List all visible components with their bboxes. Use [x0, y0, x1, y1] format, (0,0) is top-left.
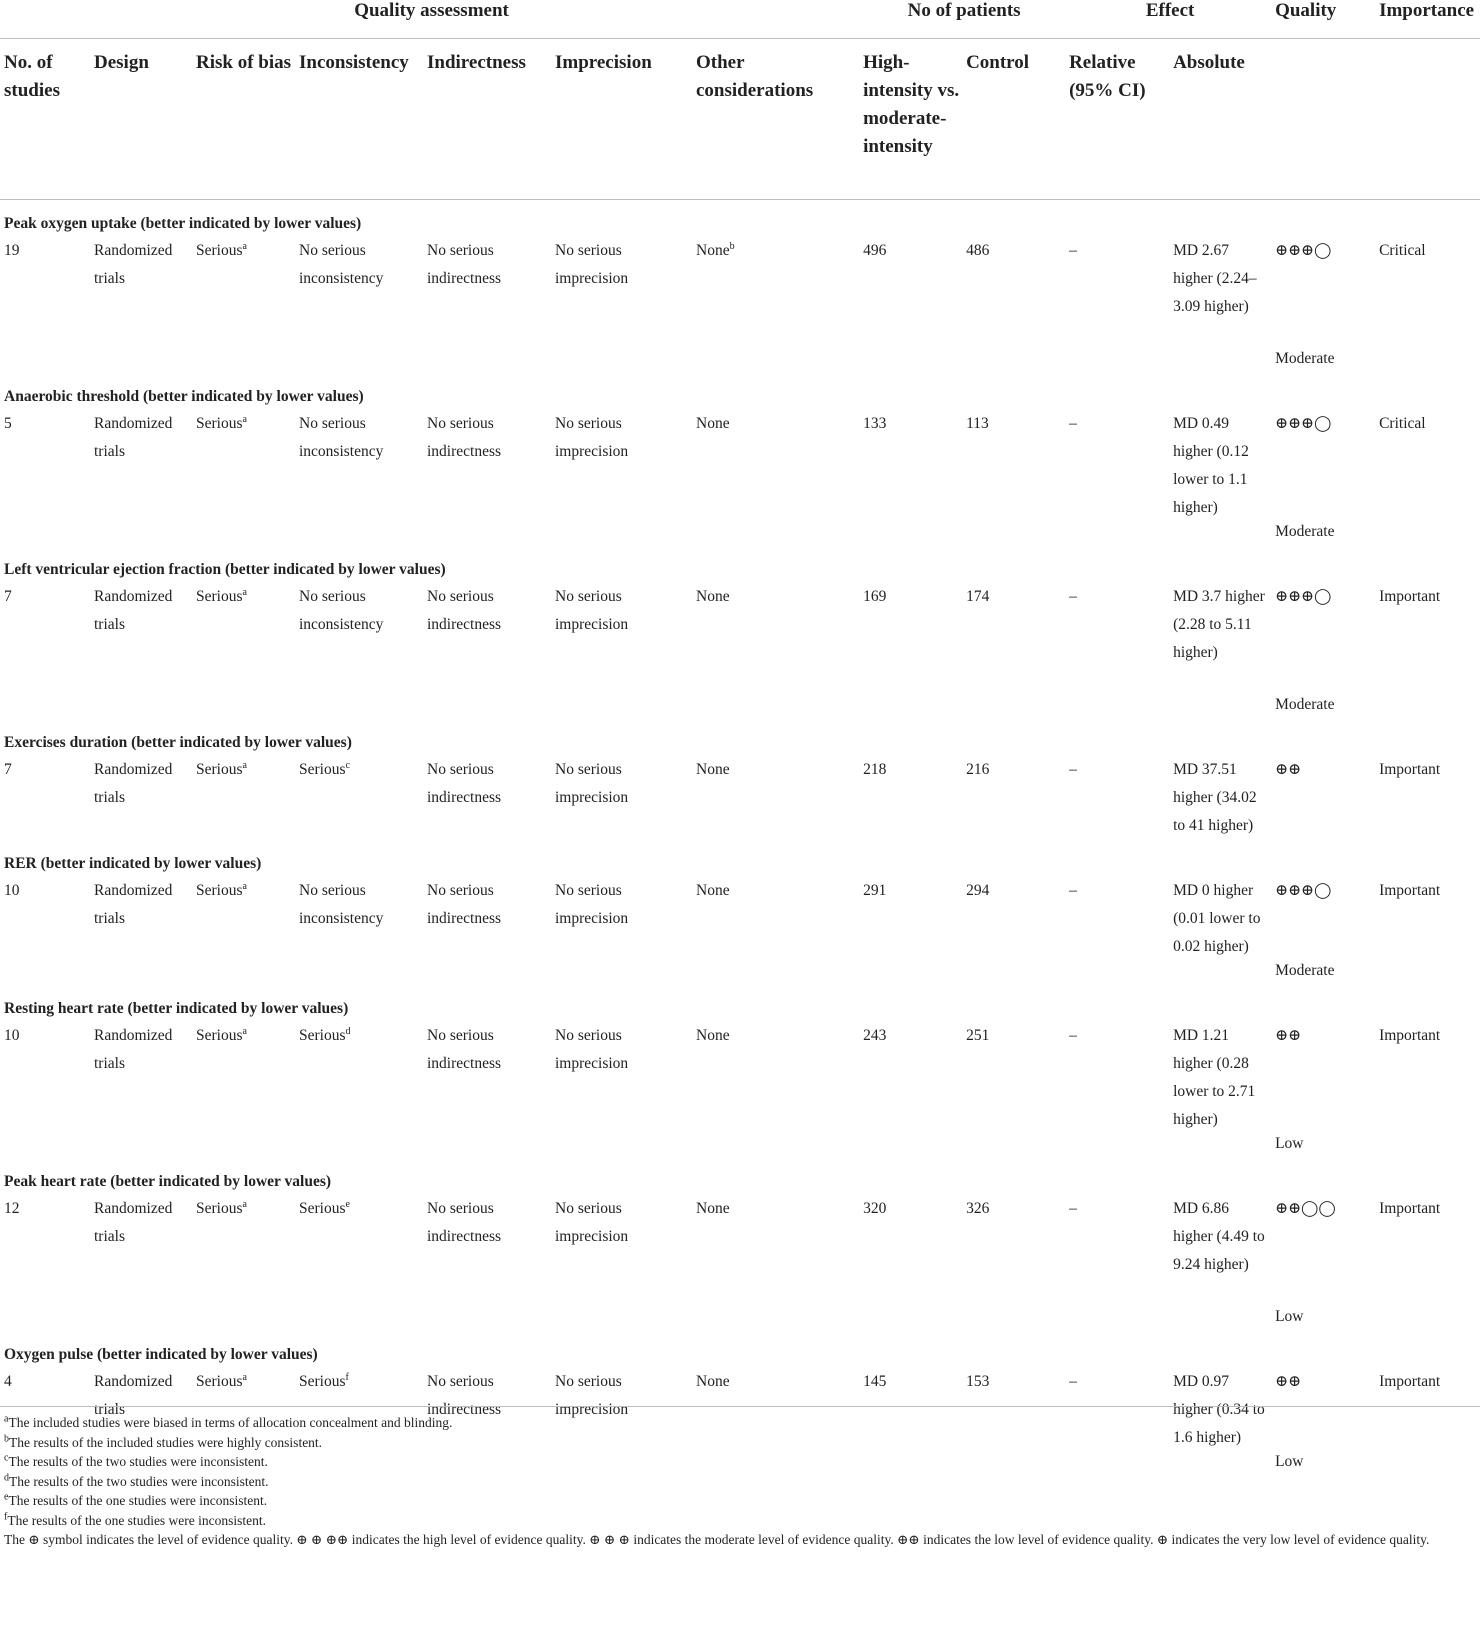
cell-quality: [1271, 753, 1375, 840]
cell-relative: –: [1069, 1373, 1077, 1390]
cell-design: Randomized trials: [94, 1200, 173, 1245]
cell-importance: Important: [1379, 761, 1441, 778]
cell-other: None: [696, 1200, 730, 1217]
cell-relative: –: [1069, 242, 1077, 259]
cell-quality: [1271, 1192, 1375, 1331]
cell-imprecision: No serious imprecision: [555, 1200, 629, 1245]
cell-high: 243: [863, 1027, 887, 1044]
table-row: [0, 874, 1480, 985]
group-quality-assessment: Quality assessment: [0, 0, 859, 39]
cell-other: None: [696, 882, 730, 899]
section-title-row: [0, 719, 1480, 753]
cell-risk: Serious$^a$: [196, 880, 247, 899]
quality-label: Moderate: [1275, 696, 1335, 713]
cell-studies: 12: [4, 1200, 20, 1217]
cell-studies: 19: [4, 242, 20, 259]
cell-studies: 10: [4, 1027, 20, 1044]
section-title: Anaerobic threshold (better indicated by lower values): [4, 388, 364, 405]
footnote-mark: a: [242, 1025, 247, 1037]
cell-quality: [1271, 1019, 1375, 1158]
section-title: RER (better indicated by lower values): [4, 855, 262, 872]
cell-other: None: [696, 1373, 730, 1390]
cell-importance: Critical: [1379, 415, 1426, 432]
cell-indirectness: No serious indirectness: [427, 588, 502, 633]
table-row: [0, 407, 1480, 546]
cell-control: 216: [966, 761, 990, 778]
cell-inconsistency: Serious$^e$: [299, 1198, 350, 1217]
section-title: Peak heart rate (better indicated by lower values): [4, 1173, 332, 1190]
footnote-mark: c: [345, 759, 350, 771]
group-importance: Importance: [1375, 0, 1480, 39]
cell-design: Randomized trials: [94, 588, 173, 633]
cell-absolute: MD 37.51 higher (34.02 to 41 higher): [1173, 761, 1257, 834]
quality-symbols: ⊕⊕⊕◯: [1275, 242, 1332, 259]
group-no-of-patients: No of patients: [859, 0, 1065, 39]
cell-indirectness: No serious indirectness: [427, 415, 502, 460]
column-header-row: [0, 39, 1480, 200]
cell-high: 291: [863, 882, 887, 899]
cell-risk: Serious$^a$: [196, 1025, 247, 1044]
section-title-row: [0, 985, 1480, 1019]
cell-relative: –: [1069, 588, 1077, 605]
table-row: [0, 580, 1480, 719]
cell-imprecision: No serious imprecision: [555, 882, 629, 927]
cell-indirectness: No serious indirectness: [427, 1373, 502, 1418]
section-title-row: [0, 1158, 1480, 1192]
cell-control: 174: [966, 588, 990, 605]
quality-symbols: ⊕⊕⊕◯: [1275, 588, 1332, 605]
cell-control: 486: [966, 242, 990, 259]
col-high-vs-moderate: High-intensity vs. moderate-intensity: [859, 39, 962, 200]
cell-importance: Important: [1379, 1373, 1441, 1390]
cell-risk: Serious$^a$: [196, 1371, 247, 1390]
cell-control: 153: [966, 1373, 990, 1390]
table-row: [0, 1192, 1480, 1331]
cell-quality: [1271, 580, 1375, 719]
cell-indirectness: No serious indirectness: [427, 242, 502, 287]
section-title: Oxygen pulse (better indicated by lower values): [4, 1346, 318, 1363]
cell-studies: 10: [4, 882, 20, 899]
group-quality: Quality: [1271, 0, 1375, 39]
quality-label: Moderate: [1275, 350, 1335, 367]
quality-label: Low: [1275, 1453, 1304, 1470]
cell-absolute: MD 0 higher (0.01 lower to 0.02 higher): [1173, 882, 1261, 955]
cell-design: Randomized trials: [94, 761, 173, 806]
cell-control: 251: [966, 1027, 990, 1044]
col-no-studies: No. of studies: [0, 39, 90, 200]
cell-design: Randomized trials: [94, 1373, 173, 1418]
cell-high: 496: [863, 242, 887, 259]
cell-control: 294: [966, 882, 990, 899]
quality-symbols: ⊕⊕⊕◯: [1275, 882, 1332, 899]
group-effect: Effect: [1065, 0, 1271, 39]
cell-relative: –: [1069, 882, 1077, 899]
footnote-mark: e: [345, 1198, 350, 1210]
cell-high: 145: [863, 1373, 887, 1390]
cell-design: Randomized trials: [94, 1027, 173, 1072]
cell-quality: [1271, 874, 1375, 985]
quality-label: Low: [1275, 1308, 1304, 1325]
cell-risk: Serious$^a$: [196, 586, 247, 605]
col-design: Design: [90, 39, 192, 200]
footnote-mark: d: [345, 1025, 351, 1037]
cell-studies: 7: [4, 761, 12, 778]
footnote: $^c$The results of the two studies were inconsistent.: [4, 1452, 268, 1469]
footnote-mark: b: [729, 240, 735, 252]
col-risk-of-bias: Risk of bias: [192, 39, 295, 200]
cell-high: 133: [863, 415, 887, 432]
quality-label: Moderate: [1275, 523, 1335, 540]
cell-importance: Important: [1379, 882, 1441, 899]
cell-design: Randomized trials: [94, 882, 173, 927]
col-absolute: Absolute: [1169, 39, 1271, 200]
quality-symbols: ⊕⊕◯◯: [1275, 1200, 1336, 1217]
footnote: $^a$The included studies were biased in terms of allocation concealment and blinding.: [4, 1413, 453, 1430]
cell-high: 320: [863, 1200, 887, 1217]
cell-indirectness: No serious indirectness: [427, 1027, 502, 1072]
col-control: Control: [962, 39, 1065, 200]
cell-inconsistency: No serious inconsistency: [299, 415, 384, 460]
table-row: [0, 234, 1480, 373]
cell-high: 218: [863, 761, 887, 778]
cell-absolute: MD 3.7 higher (2.28 to 5.11 higher): [1173, 588, 1265, 661]
cell-other: None$^b$: [696, 240, 735, 259]
cell-other: None: [696, 761, 730, 778]
quality-symbols: ⊕⊕: [1275, 1373, 1302, 1390]
cell-importance: Critical: [1379, 242, 1426, 259]
cell-indirectness: No serious indirectness: [427, 1200, 502, 1245]
footnote: $^f$The results of the one studies were inconsistent.: [4, 1511, 267, 1528]
cell-imprecision: No serious imprecision: [555, 1373, 629, 1418]
cell-risk: Serious$^a$: [196, 240, 247, 259]
cell-relative: –: [1069, 415, 1077, 432]
cell-relative: –: [1069, 761, 1077, 778]
cell-importance: Important: [1379, 588, 1441, 605]
section-title: Resting heart rate (better indicated by lower values): [4, 1000, 349, 1017]
cell-importance: Important: [1379, 1200, 1441, 1217]
symbol-note: The ⊕ symbol indicates the level of evidence quality. ⊕ ⊕ ⊕⊕ indicates the high level of evidence quality. ⊕ ⊕ ⊕ indicates the moderate level of evidence quality. ⊕⊕ indicates the low level of evidence quality. ⊕ indicates the very low level of evidence quality.: [4, 1532, 1430, 1547]
cell-relative: –: [1069, 1200, 1077, 1217]
cell-imprecision: No serious imprecision: [555, 761, 629, 806]
cell-importance: Important: [1379, 1027, 1441, 1044]
section-title: Exercises duration (better indicated by lower values): [4, 734, 352, 751]
cell-relative: –: [1069, 1027, 1077, 1044]
section-title-row: [0, 840, 1480, 874]
footnote: $^d$The results of the two studies were inconsistent.: [4, 1472, 269, 1489]
cell-absolute: MD 1.21 higher (0.28 lower to 2.71 higher): [1173, 1027, 1256, 1128]
footnote-mark: a: [242, 1371, 247, 1383]
table-row: [0, 753, 1480, 840]
footnote-mark: a: [242, 1198, 247, 1210]
cell-high: 169: [863, 588, 887, 605]
footnote-mark: a: [242, 759, 247, 771]
cell-studies: 7: [4, 588, 12, 605]
cell-quality: [1271, 407, 1375, 546]
cell-design: Randomized trials: [94, 242, 173, 287]
cell-absolute: MD 2.67 higher (2.24–3.09 higher): [1173, 242, 1257, 315]
footnote-mark: a: [242, 586, 247, 598]
cell-other: None: [696, 415, 730, 432]
section-title-row: [0, 373, 1480, 407]
section-title: Left ventricular ejection fraction (better indicated by lower values): [4, 561, 446, 578]
cell-inconsistency: No serious inconsistency: [299, 882, 384, 927]
col-indirectness: Indirectness: [423, 39, 551, 200]
quality-label: Low: [1275, 1135, 1304, 1152]
table-body: [0, 200, 1480, 1477]
col-relative: Relative (95% CI): [1065, 39, 1169, 200]
col-other-considerations: Other considerations: [692, 39, 859, 200]
table-row: [0, 1019, 1480, 1158]
cell-inconsistency: Serious$^f$: [299, 1371, 349, 1390]
quality-symbols: ⊕⊕: [1275, 761, 1302, 778]
cell-indirectness: No serious indirectness: [427, 882, 502, 927]
section-title-row: [0, 546, 1480, 580]
cell-inconsistency: No serious inconsistency: [299, 242, 384, 287]
cell-imprecision: No serious imprecision: [555, 415, 629, 460]
cell-control: 113: [966, 415, 989, 432]
cell-risk: Serious$^a$: [196, 759, 247, 778]
cell-inconsistency: No serious inconsistency: [299, 588, 384, 633]
footnote-mark: f: [345, 1371, 349, 1383]
quality-label: Moderate: [1275, 962, 1335, 979]
col-imprecision: Imprecision: [551, 39, 692, 200]
quality-symbols: ⊕⊕: [1275, 1027, 1302, 1044]
cell-studies: 5: [4, 415, 12, 432]
header-group-row: [0, 0, 1480, 39]
section-title-row: [0, 200, 1480, 235]
cell-control: 326: [966, 1200, 990, 1217]
cell-absolute: MD 0.49 higher (0.12 lower to 1.1 higher): [1173, 415, 1249, 516]
cell-inconsistency: Serious$^d$: [299, 1025, 351, 1044]
section-title-row: [0, 1331, 1480, 1365]
cell-quality: [1271, 234, 1375, 373]
cell-absolute: MD 6.86 higher (4.49 to 9.24 higher): [1173, 1200, 1265, 1273]
cell-imprecision: No serious imprecision: [555, 242, 629, 287]
quality-symbols: ⊕⊕⊕◯: [1275, 415, 1332, 432]
cell-indirectness: No serious indirectness: [427, 761, 502, 806]
cell-studies: 4: [4, 1373, 12, 1390]
footnote-mark: a: [242, 240, 247, 252]
section-title: Peak oxygen uptake (better indicated by lower values): [4, 215, 362, 232]
cell-other: None: [696, 1027, 730, 1044]
cell-risk: Serious$^a$: [196, 413, 247, 432]
footnote-mark: a: [242, 413, 247, 425]
cell-absolute: MD 0.97 higher (0.34 to 1.6 higher): [1173, 1373, 1265, 1446]
cell-imprecision: No serious imprecision: [555, 588, 629, 633]
footnote-mark: a: [242, 880, 247, 892]
cell-risk: Serious$^a$: [196, 1198, 247, 1217]
col-inconsistency: Inconsistency: [295, 39, 423, 200]
cell-inconsistency: Serious$^c$: [299, 759, 350, 778]
footnote: $^e$The results of the one studies were inconsistent.: [4, 1491, 268, 1508]
table-footnotes: [0, 1406, 1480, 1550]
cell-other: None: [696, 588, 730, 605]
footnote: $^b$The results of the included studies were highly consistent.: [4, 1433, 323, 1450]
cell-design: Randomized trials: [94, 415, 173, 460]
cell-imprecision: No serious imprecision: [555, 1027, 629, 1072]
